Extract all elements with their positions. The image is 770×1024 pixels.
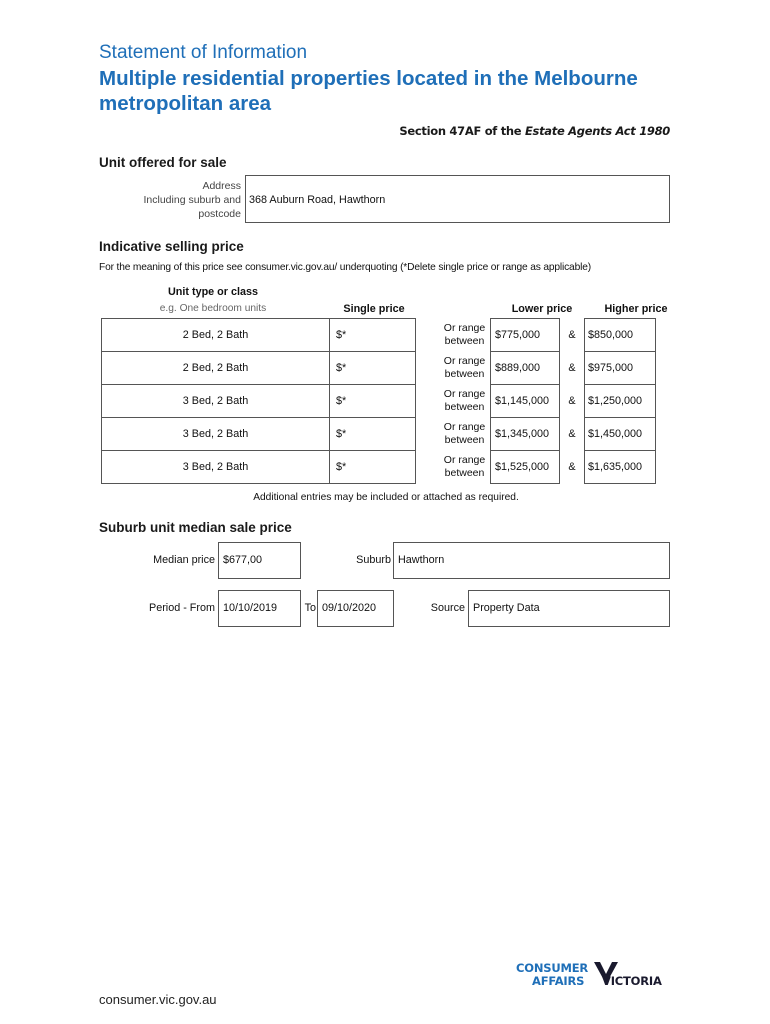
source-value: Property Data bbox=[473, 602, 540, 614]
col-header-higher: Higher price bbox=[604, 303, 668, 315]
higher-price-cell[interactable]: $1,635,000 bbox=[585, 451, 656, 484]
address-field[interactable] bbox=[245, 175, 670, 223]
ampersand: & bbox=[568, 428, 576, 440]
spacer bbox=[416, 385, 440, 418]
additional-entries-note: Additional entries may be included or attached as required. bbox=[253, 492, 519, 503]
address-label-line: Including suburb and bbox=[143, 194, 241, 206]
source-label: Source bbox=[430, 602, 465, 614]
or-range-text: between bbox=[444, 467, 485, 479]
lower-price-cell[interactable]: $1,345,000 bbox=[491, 418, 560, 451]
or-range-text: Or range bbox=[443, 322, 486, 334]
median-price-value: $677,00 bbox=[223, 554, 263, 566]
suburb-value: Hawthorn bbox=[398, 554, 445, 566]
indicative-heading: Indicative selling price bbox=[99, 239, 244, 254]
higher-price-cell[interactable]: $1,250,000 bbox=[585, 385, 656, 418]
spacer bbox=[416, 418, 440, 451]
price-row bbox=[102, 385, 656, 418]
ampersand: & bbox=[568, 329, 576, 341]
unit-type-cell[interactable]: 3 Bed, 2 Bath bbox=[102, 385, 330, 418]
price-row bbox=[102, 352, 656, 385]
higher-price-cell[interactable]: $1,450,000 bbox=[585, 418, 656, 451]
footer-url[interactable]: consumer.vic.gov.au bbox=[99, 992, 217, 1007]
single-price-cell[interactable]: $* bbox=[330, 385, 416, 418]
single-price-cell[interactable]: $* bbox=[330, 352, 416, 385]
single-price-cell[interactable]: $* bbox=[330, 418, 416, 451]
price-row bbox=[102, 418, 656, 451]
or-range-text: between bbox=[444, 368, 485, 380]
spacer bbox=[416, 352, 440, 385]
unit-type-cell[interactable]: 3 Bed, 2 Bath bbox=[102, 451, 330, 484]
higher-price-cell[interactable]: $850,000 bbox=[585, 319, 656, 352]
median-price-label: Median price bbox=[153, 554, 215, 566]
source-field[interactable] bbox=[468, 590, 670, 627]
lower-price-cell[interactable]: $1,525,000 bbox=[491, 451, 560, 484]
address-label bbox=[120, 179, 241, 221]
price-table bbox=[101, 318, 656, 484]
act-reference bbox=[399, 124, 670, 138]
ampersand: & bbox=[568, 395, 576, 407]
col-header-single: Single price bbox=[343, 303, 405, 315]
period-to-label: To bbox=[304, 602, 316, 614]
higher-price-cell[interactable]: $975,000 bbox=[585, 352, 656, 385]
period-from-label: Period - From bbox=[149, 602, 215, 614]
median-heading: Suburb unit median sale price bbox=[99, 520, 292, 535]
act-reference-prefix: Section 47AF of the bbox=[399, 124, 525, 138]
logo-victoria-text: VICTORIA bbox=[602, 974, 662, 988]
period-to-field[interactable] bbox=[317, 590, 394, 627]
unit-offered-heading: Unit offered for sale bbox=[99, 155, 227, 170]
act-name: Estate Agents Act 1980 bbox=[525, 124, 670, 138]
ampersand: & bbox=[568, 362, 576, 374]
or-range-text: between bbox=[444, 434, 485, 446]
unit-type-cell[interactable]: 2 Bed, 2 Bath bbox=[102, 319, 330, 352]
or-range-text: between bbox=[444, 401, 485, 413]
or-range-label bbox=[439, 418, 491, 451]
document-title: Multiple residential properties located in the Melbourne metropolitan area bbox=[99, 67, 638, 115]
lower-price-cell[interactable]: $889,000 bbox=[491, 352, 560, 385]
single-price-cell[interactable]: $* bbox=[330, 451, 416, 484]
unit-type-cell[interactable]: 3 Bed, 2 Bath bbox=[102, 418, 330, 451]
period-from-value: 10/10/2019 bbox=[223, 602, 278, 614]
logo-affairs-text: AFFAIRS bbox=[532, 974, 585, 988]
col-header-unit-example: e.g. One bedroom units bbox=[159, 303, 267, 314]
address-value: 368 Auburn Road, Hawthorn bbox=[249, 194, 386, 206]
address-label-line: postcode bbox=[198, 208, 241, 220]
col-header-unit-type: Unit type or class bbox=[167, 286, 258, 298]
suburb-label: Suburb bbox=[356, 554, 391, 566]
price-row bbox=[102, 451, 656, 484]
or-range-text: Or range bbox=[443, 388, 486, 400]
spacer bbox=[416, 319, 440, 352]
period-from-field[interactable] bbox=[218, 590, 301, 627]
suburb-field[interactable] bbox=[393, 542, 670, 579]
unit-type-cell[interactable]: 2 Bed, 2 Bath bbox=[102, 352, 330, 385]
or-range-label bbox=[439, 385, 491, 418]
or-range-text: Or range bbox=[443, 421, 486, 433]
or-range-text: Or range bbox=[443, 355, 486, 367]
document-subtitle: Statement of Information bbox=[99, 42, 308, 63]
price-row bbox=[102, 319, 656, 352]
median-price-field[interactable] bbox=[218, 542, 301, 579]
col-header-lower: Lower price bbox=[511, 303, 573, 315]
or-range-text: between bbox=[444, 335, 485, 347]
or-range-label bbox=[439, 352, 491, 385]
spacer bbox=[416, 451, 440, 484]
or-range-label bbox=[439, 319, 491, 352]
lower-price-cell[interactable]: $1,145,000 bbox=[491, 385, 560, 418]
indicative-note: For the meaning of this price see consumer.vic.gov.au/ underquoting (*Delete single price or range as applicable) bbox=[99, 262, 591, 273]
address-label-line: Address bbox=[202, 180, 241, 192]
consumer-affairs-victoria-logo bbox=[512, 958, 682, 998]
lower-price-cell[interactable]: $775,000 bbox=[491, 319, 560, 352]
period-to-value: 09/10/2020 bbox=[322, 602, 377, 614]
ampersand: & bbox=[568, 461, 576, 473]
single-price-cell[interactable]: $* bbox=[330, 319, 416, 352]
logo-consumer-text: CONSUMER bbox=[516, 961, 589, 975]
or-range-text: Or range bbox=[443, 454, 486, 466]
or-range-label bbox=[439, 451, 491, 484]
